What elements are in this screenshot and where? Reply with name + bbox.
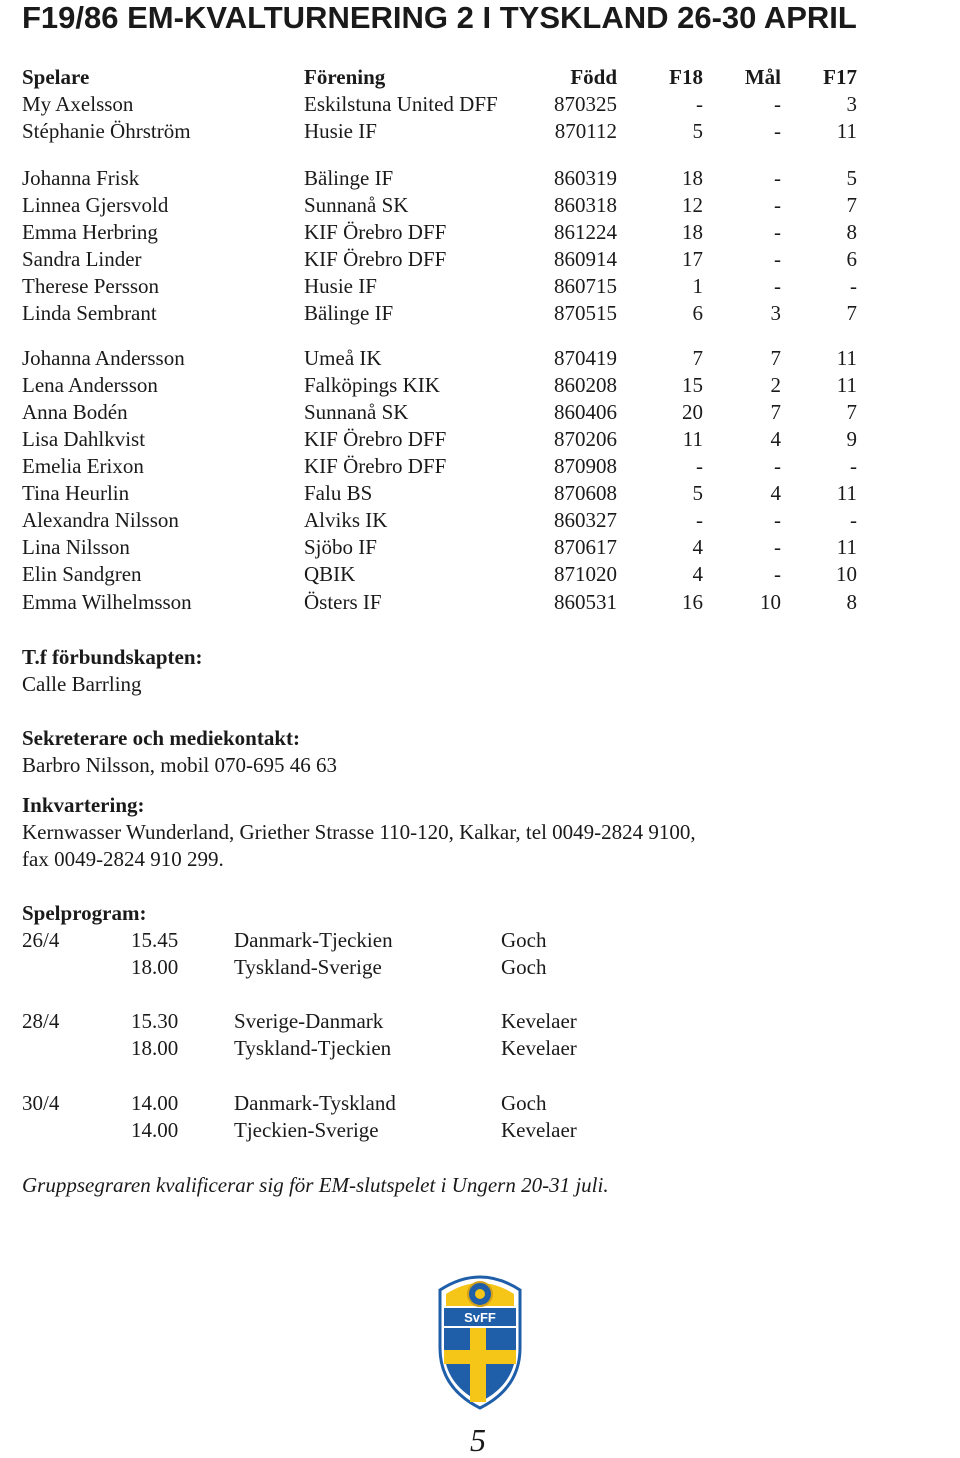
accommodation-line1: Kernwasser Wunderland, Griether Strasse 110-120, Kalkar, tel 0049-2824 9100, (22, 820, 696, 844)
player-name: Emma Wilhelmsson (22, 590, 192, 614)
table-row (0, 399, 960, 426)
player-f18: 17 (682, 247, 703, 271)
player-name: Linnea Gjersvold (22, 193, 169, 217)
player-born: 871020 (554, 562, 617, 586)
player-f17: 3 (846, 92, 857, 116)
player-born: 860715 (554, 274, 617, 298)
player-born: 860531 (554, 590, 617, 614)
player-born: 870112 (554, 119, 617, 143)
player-goals: 7 (770, 400, 781, 424)
schedule-label: Spelprogram: (22, 901, 147, 925)
qualification-note: Gruppsegraren kvalificerar sig för EM-slutspelet i Ungern 20-31 juli. (22, 1173, 609, 1197)
player-f17: 11 (836, 481, 857, 505)
player-goals: 10 (760, 590, 781, 614)
player-club: Sunnanå SK (304, 400, 409, 424)
player-name: Lena Andersson (22, 373, 158, 397)
player-club: Eskilstuna United DFF (304, 92, 498, 116)
header-player: Spelare (22, 65, 90, 89)
player-club: KIF Örebro DFF (304, 220, 447, 244)
player-born: 861224 (554, 220, 617, 244)
schedule-row (0, 1090, 960, 1117)
player-f17: 8 (846, 590, 857, 614)
match-time: 14.00 (131, 1091, 179, 1115)
player-f17: 6 (846, 247, 857, 271)
match-match: Tyskland-Sverige (234, 955, 382, 979)
match-match: Tyskland-Tjeckien (234, 1036, 392, 1060)
match-time: 18.00 (131, 955, 179, 979)
player-club: Falköpings KIK (304, 373, 440, 397)
player-goals: 2 (770, 373, 781, 397)
player-f17: 10 (836, 562, 857, 586)
player-name: Lisa Dahlkvist (22, 427, 146, 451)
player-name: Linda Sembrant (22, 301, 157, 325)
table-row (0, 345, 960, 372)
table-row (0, 453, 960, 480)
schedule-row (0, 954, 960, 981)
accommodation-section (22, 792, 696, 873)
player-f18: 5 (692, 119, 703, 143)
player-name: Sandra Linder (22, 247, 142, 271)
player-f17: 9 (846, 427, 857, 451)
player-goals: 7 (770, 346, 781, 370)
player-goals: - (774, 193, 781, 217)
player-f17: 11 (836, 535, 857, 559)
player-f17: 7 (846, 193, 857, 217)
player-club: Alviks IK (304, 508, 388, 532)
match-match: Sverige-Danmark (234, 1009, 384, 1033)
player-f17: 11 (836, 346, 857, 370)
player-f17: 5 (846, 166, 857, 190)
table-row (0, 426, 960, 453)
player-born: 870515 (554, 301, 617, 325)
player-goals: - (774, 119, 781, 143)
table-row (0, 192, 960, 219)
schedule-row (0, 1117, 960, 1144)
player-name: Johanna Andersson (22, 346, 185, 370)
player-born: 870325 (554, 92, 617, 116)
schedule-row (0, 927, 960, 954)
player-club: Östers IF (304, 590, 382, 614)
player-born: 870908 (554, 454, 617, 478)
table-row (0, 219, 960, 246)
match-match: Danmark-Tyskland (234, 1091, 396, 1115)
table-row (0, 372, 960, 399)
player-born: 870617 (554, 535, 617, 559)
player-born: 860914 (554, 247, 617, 271)
secretary-section (22, 725, 337, 779)
player-name: Stéphanie Öhrström (22, 119, 191, 143)
player-f18: 12 (682, 193, 703, 217)
player-born: 860327 (554, 508, 617, 532)
svff-crest-logo (434, 1270, 526, 1410)
player-goals: - (774, 562, 781, 586)
player-f17: - (850, 454, 857, 478)
player-f17: 11 (836, 119, 857, 143)
header-club: Förening (304, 65, 386, 89)
player-f18: 11 (682, 427, 703, 451)
player-goals: - (774, 92, 781, 116)
player-club: Sjöbo IF (304, 535, 377, 559)
coach-section (22, 644, 203, 698)
match-match: Tjeckien-Sverige (234, 1118, 379, 1142)
player-f18: - (696, 92, 703, 116)
player-f18: 4 (692, 535, 703, 559)
secretary-label: Sekreterare och mediekontakt: (22, 726, 301, 750)
table-row (0, 246, 960, 273)
match-venue: Goch (501, 928, 547, 952)
player-name: Emma Herbring (22, 220, 158, 244)
table-row (0, 561, 960, 588)
table-row (0, 534, 960, 561)
table-row (0, 480, 960, 507)
accommodation-line2: fax 0049-2824 910 299. (22, 847, 224, 871)
match-date: 30/4 (22, 1091, 60, 1115)
player-f18: - (696, 454, 703, 478)
match-venue: Kevelaer (501, 1118, 577, 1142)
player-club: QBIK (304, 562, 356, 586)
player-goals: - (774, 274, 781, 298)
player-f17: 11 (836, 373, 857, 397)
match-date: 28/4 (22, 1009, 60, 1033)
match-venue: Goch (501, 955, 547, 979)
player-f17: 8 (846, 220, 857, 244)
player-f18: 4 (692, 562, 703, 586)
player-name: Johanna Frisk (22, 166, 140, 190)
schedule-row (0, 1035, 960, 1062)
table-row (0, 589, 960, 616)
logo-text: SvFF (464, 1310, 496, 1325)
header-f17: F17 (823, 65, 857, 89)
player-born: 860318 (554, 193, 617, 217)
header-goals: Mål (744, 65, 781, 89)
match-time: 14.00 (131, 1118, 179, 1142)
player-f18: 6 (692, 301, 703, 325)
player-name: Emelia Erixon (22, 454, 144, 478)
player-club: Bälinge IF (304, 166, 394, 190)
player-goals: - (774, 166, 781, 190)
player-name: Alexandra Nilsson (22, 508, 179, 532)
player-club: KIF Örebro DFF (304, 247, 447, 271)
player-f17: - (850, 274, 857, 298)
player-f18: 18 (682, 220, 703, 244)
player-born: 870608 (554, 481, 617, 505)
player-club: Falu BS (304, 481, 373, 505)
player-goals: 3 (770, 301, 781, 325)
player-club: Umeå IK (304, 346, 382, 370)
player-f18: 7 (692, 346, 703, 370)
roster-header-row (0, 64, 960, 91)
player-f18: 20 (682, 400, 703, 424)
player-f18: 18 (682, 166, 703, 190)
player-born: 860319 (554, 166, 617, 190)
header-f18: F18 (669, 65, 703, 89)
player-goals: - (774, 454, 781, 478)
table-row (0, 118, 960, 145)
secretary-info: Barbro Nilsson, mobil 070-695 46 63 (22, 753, 337, 777)
player-born: 860406 (554, 400, 617, 424)
player-f18: 15 (682, 373, 703, 397)
player-club: Husie IF (304, 274, 377, 298)
player-goals: - (774, 508, 781, 532)
player-f18: 16 (682, 590, 703, 614)
player-club: KIF Örebro DFF (304, 427, 447, 451)
coach-label: T.f förbundskapten: (22, 645, 203, 669)
match-venue: Kevelaer (501, 1036, 577, 1060)
player-born: 860208 (554, 373, 617, 397)
match-match: Danmark-Tjeckien (234, 928, 393, 952)
accommodation-label: Inkvartering: (22, 793, 145, 817)
player-goals: 4 (770, 481, 781, 505)
player-f17: 7 (846, 400, 857, 424)
player-f17: - (850, 508, 857, 532)
table-row (0, 273, 960, 300)
player-goals: - (774, 535, 781, 559)
player-club: KIF Örebro DFF (304, 454, 447, 478)
match-time: 15.45 (131, 928, 179, 952)
player-born: 870206 (554, 427, 617, 451)
table-row (0, 91, 960, 118)
player-name: Therese Persson (22, 274, 160, 298)
player-club: Sunnanå SK (304, 193, 409, 217)
player-name: My Axelsson (22, 92, 134, 116)
table-row (0, 165, 960, 192)
player-f18: 1 (692, 274, 703, 298)
table-row (0, 300, 960, 327)
match-time: 15.30 (131, 1009, 179, 1033)
player-f18: 5 (692, 481, 703, 505)
player-name: Tina Heurlin (22, 481, 130, 505)
coach-name: Calle Barrling (22, 672, 142, 696)
player-f17: 7 (846, 301, 857, 325)
match-date: 26/4 (22, 928, 60, 952)
match-time: 18.00 (131, 1036, 179, 1060)
match-venue: Kevelaer (501, 1009, 577, 1033)
player-name: Elin Sandgren (22, 562, 142, 586)
player-f18: - (696, 508, 703, 532)
player-goals: - (774, 247, 781, 271)
player-club: Bälinge IF (304, 301, 394, 325)
schedule-heading (22, 900, 146, 927)
player-goals: 4 (770, 427, 781, 451)
match-venue: Goch (501, 1091, 547, 1115)
player-goals: - (774, 220, 781, 244)
player-club: Husie IF (304, 119, 377, 143)
page-number: 5 (470, 1422, 486, 1458)
table-row (0, 507, 960, 534)
schedule-row (0, 1008, 960, 1035)
player-born: 870419 (554, 346, 617, 370)
header-born: Född (570, 65, 617, 89)
player-name: Anna Bodén (22, 400, 128, 424)
player-name: Lina Nilsson (22, 535, 130, 559)
page-title: F19/86 EM-KVALTURNERING 2 I TYSKLAND 26-30 APRIL (22, 0, 857, 35)
